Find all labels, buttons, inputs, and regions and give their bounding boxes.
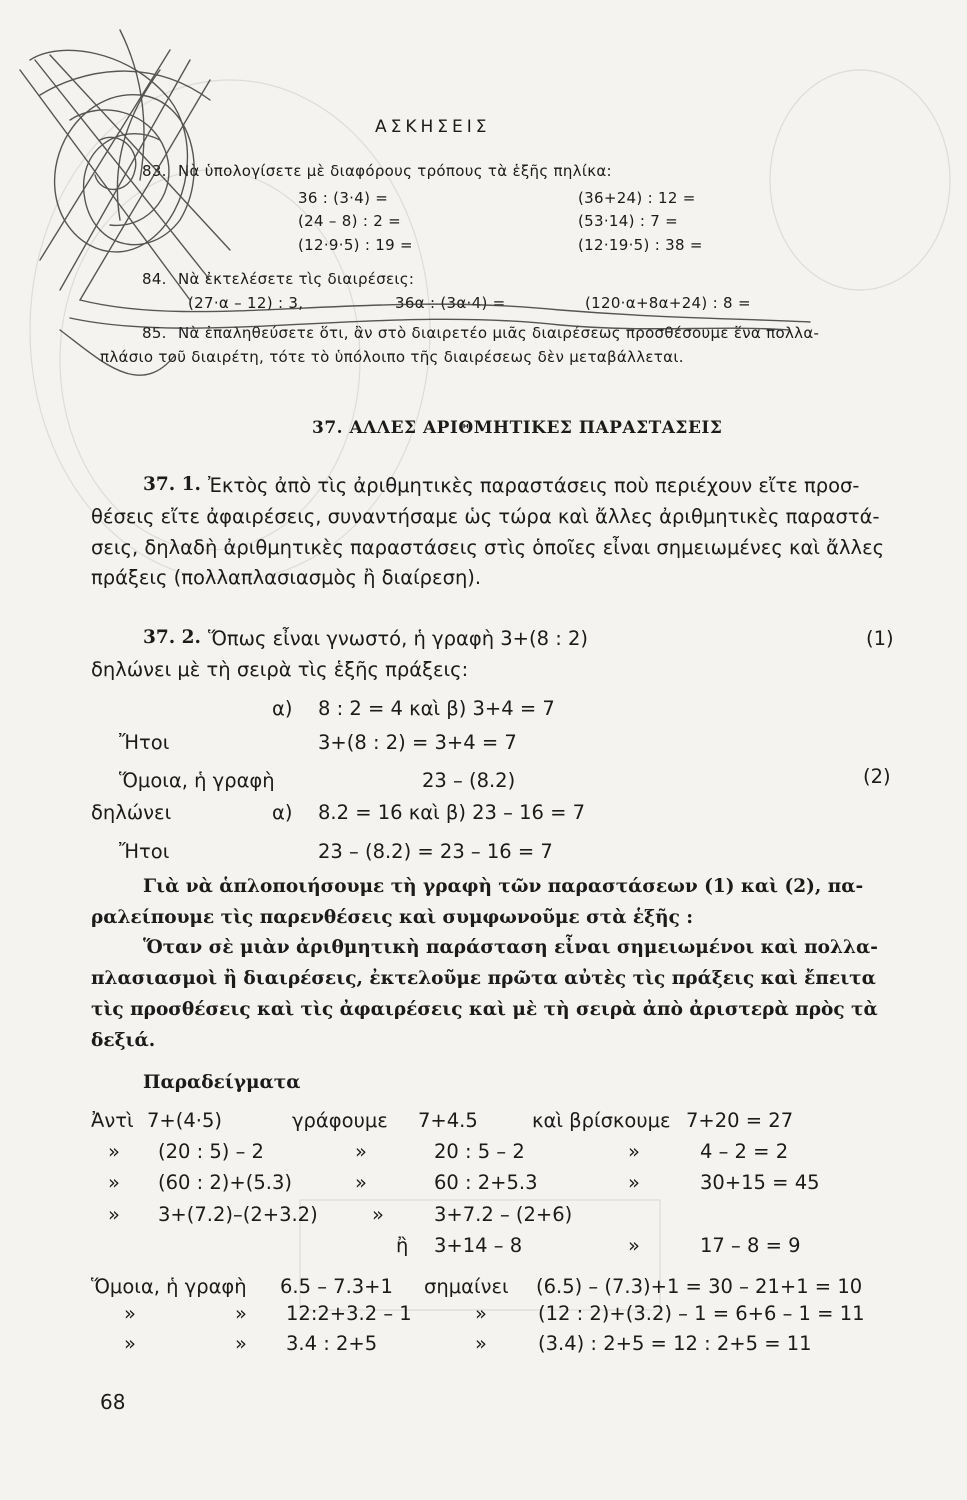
example-2-d: 20 : 5 – 2 <box>434 1140 525 1163</box>
section-title: 37. ΑΛΛΕΣ ΑΡΙΘΜΗΤΙΚΕΣ ΠΑΡΑΣΤΑΣΕΙΣ <box>312 418 723 438</box>
example-1-e: καὶ βρίσκουμε <box>532 1109 671 1132</box>
example-3-a: » <box>108 1171 120 1194</box>
exercises-title: ΑΣΚΗΣΕΙΣ <box>375 117 491 137</box>
similar-3-a2: » <box>235 1332 247 1355</box>
equation-ref-1: (1) <box>866 627 894 650</box>
result-2-value: 23 – (8.2) = 23 – 16 = 7 <box>318 840 553 863</box>
ex83-left-1: 36 : (3·4) = <box>298 189 389 207</box>
rule-line-4: πλασιασμοὶ ἢ διαιρέσεις, ἐκτελοῦμε πρῶτα αὐτὲς τὶς πράξεις καὶ ἔπειτα <box>91 968 876 989</box>
example-4-d: 3+7.2 – (2+6) <box>434 1203 573 1226</box>
similar-3-c: » <box>475 1332 487 1355</box>
ex83-right-1: (36+24) : 12 = <box>578 189 696 207</box>
step-b-value: 8.2 = 16 καὶ β) 23 – 16 = 7 <box>318 801 586 824</box>
result-2-label: Ἤτοι <box>119 840 170 863</box>
similar-3-b: 3.4 : 2+5 <box>286 1332 378 1355</box>
example-3-b: (60 : 2)+(5.3) <box>158 1171 292 1194</box>
ex84-item-2: 36α : (3α·4) = <box>395 294 506 312</box>
exercise-84-prompt: Νὰ ἐκτελέσετε τὶς διαιρέσεις: <box>178 270 415 288</box>
similar-2-c: » <box>475 1302 487 1325</box>
similar-1-b: 6.5 – 7.3+1 <box>280 1275 393 1298</box>
result-1-label: Ἤτοι <box>119 731 170 754</box>
rule-line-2: ραλείπουμε τὶς παρενθέσεις καὶ συμφωνοῦμε στὰ ἑξῆς : <box>91 907 694 928</box>
example-5-e: » <box>628 1234 640 1257</box>
example-5-c: ἢ <box>396 1234 409 1257</box>
example-1-a: Ἀντὶ <box>91 1109 134 1132</box>
ex83-left-2: (24 – 8) : 2 = <box>298 212 402 230</box>
example-2-b: (20 : 5) – 2 <box>158 1140 264 1163</box>
example-1-d: 7+4.5 <box>418 1109 478 1132</box>
page-number: 68 <box>100 1390 126 1414</box>
example-4-a: » <box>108 1203 120 1226</box>
similar-3-a: » <box>124 1332 136 1355</box>
rule-line-1: Γιὰ νὰ ἁπλοποιήσουμε τὴ γραφὴ τῶν παραστάσεων (1) καὶ (2), πα- <box>143 876 864 897</box>
para-37-1-line-1: Ἐκτὸς ἀπὸ τὶς ἀριθμητικὲς παραστάσεις ποὺ περιέχουν εἴτε προσ- <box>208 474 860 497</box>
para-37-1-line-4: πράξεις (πολλαπλασιασμὸς ἢ διαίρεση). <box>91 566 482 589</box>
exercise-85-number: 85. <box>142 324 167 342</box>
similar-1-d: (6.5) – (7.3)+1 = 30 – 21+1 = 10 <box>536 1275 863 1298</box>
step-a-label: α) <box>272 697 293 720</box>
para-37-1-label: 37. 1. <box>143 474 201 495</box>
example-4-b: 3+(7.2)–(2+3.2) <box>158 1203 318 1226</box>
rule-line-3: Ὅταν σὲ μιὰν ἀριθμητικὴ παράσταση εἶναι σημειωμένοι καὶ πολλα- <box>143 937 878 958</box>
ex83-right-3: (12·19·5) : 38 = <box>578 236 703 254</box>
exercise-83-prompt: Νὰ ὑπολογίσετε μὲ διαφόρους τρόπους τὰ ἑξῆς πηλίκα: <box>178 162 612 180</box>
example-3-d: 60 : 2+5.3 <box>434 1171 538 1194</box>
similar-2-b: 12:2+3.2 – 1 <box>286 1302 412 1325</box>
equation-ref-2: (2) <box>863 765 891 788</box>
similar-expression-value: 23 – (8.2) <box>422 769 516 792</box>
exercise-85-line-1: Νὰ ἐπαληθεύσετε ὅτι, ἂν στὸ διαιρετέο μιᾶς διαιρέσεως προσθέσουμε ἕνα πολλα- <box>178 324 820 342</box>
rule-line-6: δεξιά. <box>91 1030 156 1051</box>
example-5-f: 17 – 8 = 9 <box>700 1234 801 1257</box>
ex83-right-2: (53·14) : 7 = <box>578 212 679 230</box>
step-b-a: α) <box>272 801 293 824</box>
exercise-84-number: 84. <box>142 270 167 288</box>
ex84-item-1: (27·α – 12) : 3, <box>188 294 304 312</box>
similar-2-d: (12 : 2)+(3.2) – 1 = 6+6 – 1 = 11 <box>538 1302 865 1325</box>
exercise-83-number: 83. <box>142 162 167 180</box>
example-1-c: γράφουμε <box>292 1109 388 1132</box>
example-3-f: 30+15 = 45 <box>700 1171 820 1194</box>
exercise-85-line-2: πλάσιο τοῦ διαιρέτη, τότε τὸ ὑπόλοιπο τῆς διαιρέσεως δὲν μεταβάλλεται. <box>100 348 684 366</box>
example-2-f: 4 – 2 = 2 <box>700 1140 789 1163</box>
step-b-label: δηλώνει <box>91 801 172 824</box>
example-4-c: » <box>372 1203 384 1226</box>
example-3-c: » <box>355 1171 367 1194</box>
examples-title: Παραδείγματα <box>143 1072 301 1093</box>
example-1-b: 7+(4·5) <box>147 1109 222 1132</box>
para-37-2-label: 37. 2. <box>143 627 201 648</box>
similar-2-a2: » <box>235 1302 247 1325</box>
example-2-c: » <box>355 1140 367 1163</box>
similar-1-a: Ὅμοια, ἡ γραφὴ <box>91 1275 247 1298</box>
step-a-value: 8 : 2 = 4 καὶ β) 3+4 = 7 <box>318 697 555 720</box>
similar-2-a: » <box>124 1302 136 1325</box>
para-37-1-line-2: θέσεις εἴτε ἀφαιρέσεις, συναντήσαμε ὡς τώρα καὶ ἄλλες ἀριθμητικὲς παραστά- <box>91 505 880 528</box>
result-1-value: 3+(8 : 2) = 3+4 = 7 <box>318 731 517 754</box>
example-5-d: 3+14 – 8 <box>434 1234 523 1257</box>
ex84-item-3: (120·α+8α+24) : 8 = <box>585 294 751 312</box>
para-37-1-line-3: σεις, δηλαδὴ ἀριθμητικὲς παραστάσεις στὶς ὁποῖες εἶναι σημειωμένες καὶ ἄλλες <box>91 536 885 559</box>
example-3-e: » <box>628 1171 640 1194</box>
rule-line-5: τὶς προσθέσεις καὶ τὶς ἀφαιρέσεις καὶ μὲ τὴ σειρὰ ἀπὸ ἀριστερὰ πρὸς τὰ <box>91 999 878 1020</box>
example-2-e: » <box>628 1140 640 1163</box>
example-2-a: » <box>108 1140 120 1163</box>
para-37-2-line-2: δηλώνει μὲ τὴ σειρὰ τὶς ἑξῆς πράξεις: <box>91 658 469 681</box>
para-37-2-line-1: Ὅπως εἶναι γνωστό, ἡ γραφὴ 3+(8 : 2) <box>208 627 588 650</box>
example-1-f: 7+20 = 27 <box>686 1109 794 1132</box>
similar-3-d: (3.4) : 2+5 = 12 : 2+5 = 11 <box>538 1332 812 1355</box>
similar-expression-label: Ὅμοια, ἡ γραφὴ <box>119 769 275 792</box>
similar-1-c: σημαίνει <box>424 1275 509 1298</box>
ex83-left-3: (12·9·5) : 19 = <box>298 236 413 254</box>
